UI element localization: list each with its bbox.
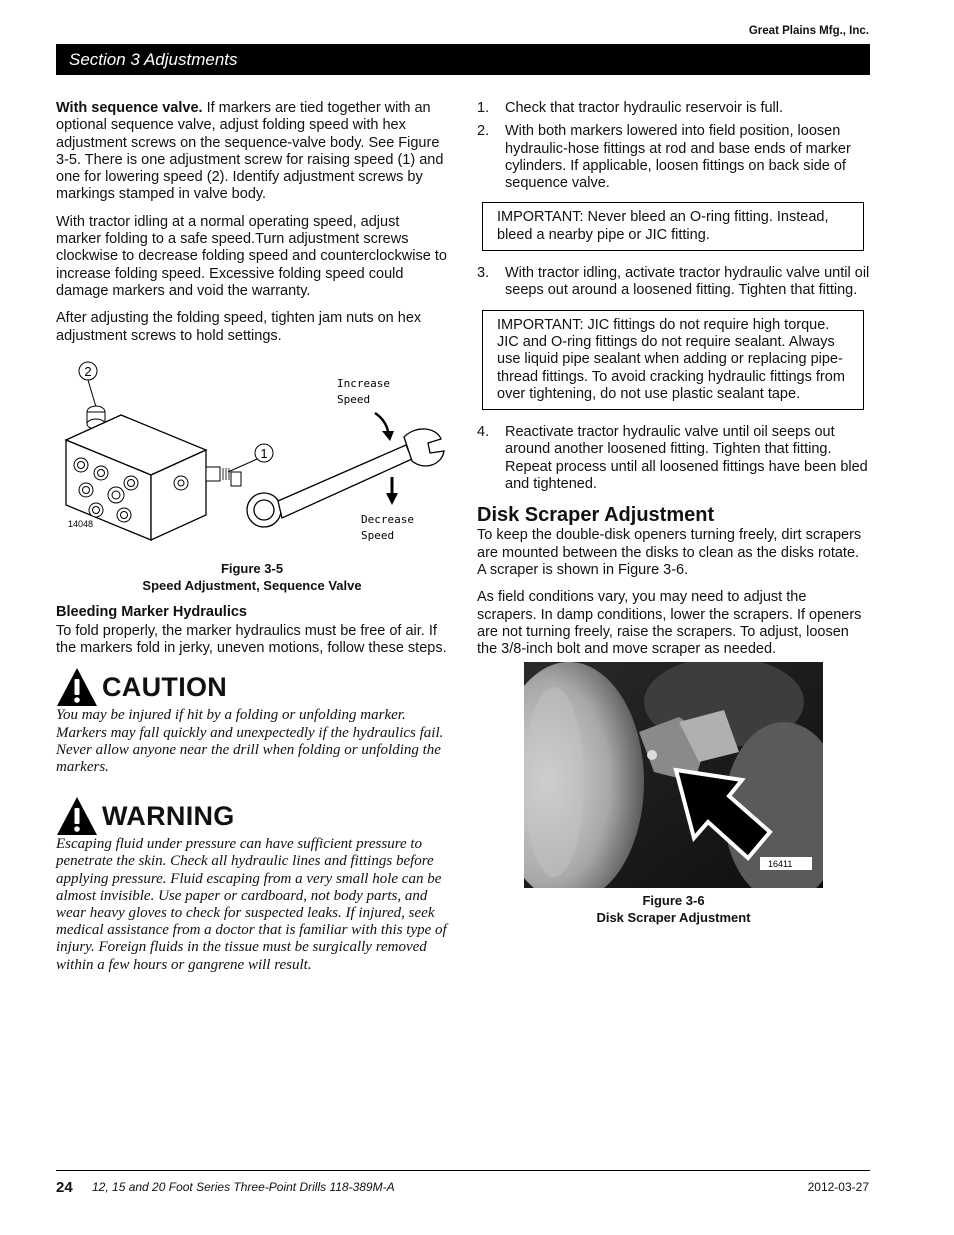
decrease-speed-label: Decrease	[361, 512, 414, 526]
step-3	[477, 265, 870, 300]
bleeding-steps-a	[477, 100, 870, 192]
disk-scraper-photo	[524, 662, 823, 888]
step-text: Reactivate tractor hydraulic valve until oil seeps out around another loosened fitting. Tighten that fitting. Repeat process until all loosened fittings have been bled and tightened.	[505, 424, 868, 493]
bleeding-steps-b	[477, 265, 870, 300]
sequence-valve-paragraph	[56, 100, 448, 204]
step-text: With both markers lowered into field position, loosen hydraulic-hose fittings at rod and base ends of marker cylinders. If applicable, loosen fittings on back side of sequence valve.	[505, 123, 851, 192]
important-note-jic: IMPORTANT: JIC fittings do not require high torque. JIC and O-ring fittings do not require sealant. Always use liquid pipe sealant when adding or replacing pipe-thread fittings. To avoid cracking hydraulic fittings from over tightening, do not use plastic sealant tape.	[482, 310, 864, 410]
step-number: 1.	[477, 100, 490, 116]
step-text: With tractor idling, activate tractor hydraulic valve until oil seeps out around a loosened fitting. Tighten that fitting.	[505, 265, 870, 299]
figure-3-6-caption-title: Disk Scraper Adjustment	[596, 910, 751, 926]
step-text: Check that tractor hydraulic reservoir is full.	[505, 100, 784, 116]
figure-3-5	[56, 355, 448, 560]
left-column	[56, 100, 448, 994]
important-note-oring: IMPORTANT: Never bleed an O-ring fitting. Instead, bleed a nearby pipe or JIC fitting.	[482, 202, 864, 251]
decrease-speed-label-2: Speed	[361, 528, 395, 542]
sequence-valve-illustration	[56, 355, 448, 560]
callout-2-label: 2	[84, 363, 92, 379]
caution-triangle-icon	[56, 667, 98, 707]
increase-speed-label-2: Speed	[337, 392, 371, 406]
step-number: 3.	[477, 265, 490, 282]
wrench-icon	[247, 429, 444, 527]
jam-nut-paragraph: After adjusting the folding speed, tighten jam nuts on hex adjustment screws to hold settings.	[56, 310, 422, 344]
step-2	[477, 123, 870, 192]
caution-word: CAUTION	[102, 672, 228, 703]
section-title: Section 3 Adjustments	[69, 50, 238, 69]
document-title: 12, 15 and 20 Foot Series Three-Point Drills 118-389M-A	[92, 1180, 395, 1194]
warning-text: Escaping fluid under pressure can have sufficient pressure to penetrate the skin. Check all hydraulic lines and fittings before applying pressure. Fluid escaping from a very small hole can be almost invisible. Use paper or cardboard, not body parts, and wear heavy gloves to check for suspected leaks. If injured, seek medical assistance from a doctor that is familiar with this type of injury. Foreign fluids in the tissue must be surgically removed within a few hours or gangrene will result.	[56, 836, 447, 973]
callout-1-label: 1	[260, 445, 268, 461]
document-date: 2012-03-27	[807, 1180, 869, 1194]
bleeding-paragraph: To fold properly, the marker hydraulics must be free of air. If the markers fold in jerky, uneven motions, follow these steps.	[56, 622, 447, 657]
warning-triangle-icon	[56, 796, 98, 836]
footer-rule	[56, 1170, 870, 1171]
section-header-bar	[56, 44, 870, 75]
figure-3-5-caption-number: Figure 3-5	[220, 560, 284, 576]
right-column	[477, 100, 870, 926]
warning-word: WARNING	[102, 801, 235, 832]
step-1	[477, 100, 870, 117]
increase-speed-label: Increase	[337, 376, 390, 390]
idling-paragraph: With tractor idling at a normal operating speed, adjust marker folding to a safe speed.Turn adjustment screws clockwise to decrease folding speed and counterclockwise to increase folding speed. Excessive folding speed could damage markers and void the warranty.	[56, 213, 447, 299]
increase-arrow-icon	[375, 413, 388, 431]
figure-3-5-caption-title: Speed Adjustment, Sequence Valve	[142, 577, 362, 593]
figure-3-5-code: 14048	[68, 518, 94, 529]
bleeding-steps-c	[477, 424, 870, 493]
figure-3-6-caption-number: Figure 3-6	[642, 893, 705, 909]
disk-scraper-heading: Disk Scraper Adjustment	[477, 504, 715, 527]
step-number: 2.	[477, 123, 490, 140]
bleeding-heading: Bleeding Marker Hydraulics	[56, 603, 247, 620]
sequence-valve-lead: With sequence valve.	[56, 100, 203, 116]
figure-3-6-code: 16411	[768, 859, 793, 870]
sequence-valve-text: If markers are tied together with an optional sequence valve, adjust folding speed with hex adjustment screws on the sequence-valve body. See Figure 3-5. There is one adjustment screw for raising speed (1) and one for lowering speed (2). Identify adjustment screws by markings stamped in valve body.	[56, 100, 444, 203]
step-4	[477, 424, 870, 493]
disk-scraper-paragraph-1: To keep the double-disk openers turning freely, dirt scrapers are mounted between the disks to clean as the disks rotate. A scraper is shown in Figure 3-6.	[477, 527, 862, 578]
step-number: 4.	[477, 424, 490, 441]
disk-scraper-paragraph-2: As field conditions vary, you may need to adjust the scrapers. In damp conditions, lower the scrapers. If openers are not turning freely, raise the scrapers. To adjust, loosen the 3/8-inch bolt and move scraper as needed.	[477, 589, 862, 658]
warning-header	[56, 796, 448, 836]
company-name: Great Plains Mfg., Inc.	[748, 25, 869, 37]
caution-header	[56, 667, 448, 707]
page-number: 24	[56, 1179, 73, 1196]
caution-text: You may be injured if hit by a folding or unfolding marker. Markers may fall quickly and unexpectedly if the hydraulics fail. Never allow anyone near the drill when folding or unfolding the markers.	[56, 707, 444, 776]
